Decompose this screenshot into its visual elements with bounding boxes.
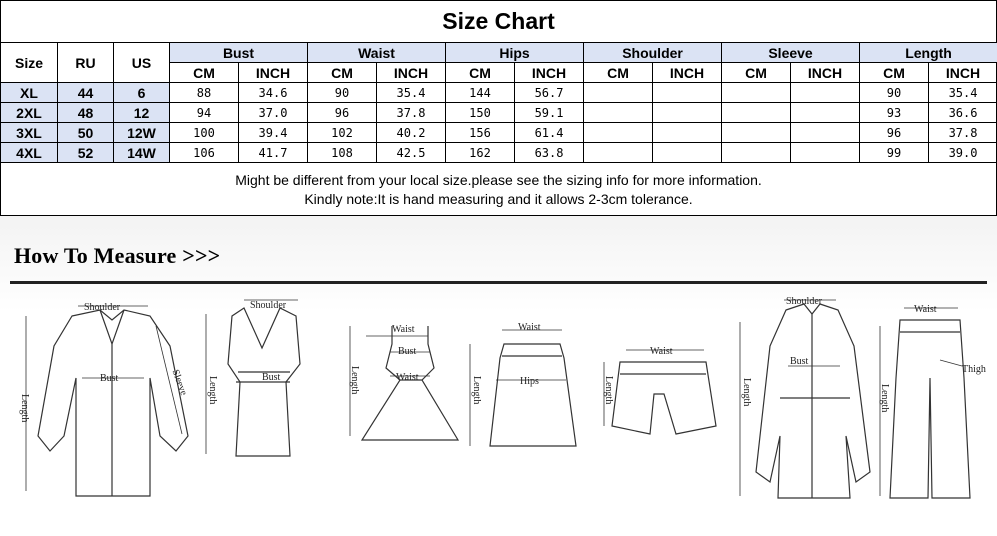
group-header-row — [1, 43, 997, 63]
table-row — [1, 83, 997, 103]
hips-cm: 162 — [446, 143, 515, 163]
bust-inch: 41.7 — [239, 143, 308, 163]
length-inch: 36.6 — [929, 103, 997, 123]
shoulder-inch — [653, 83, 722, 103]
label-shoulder: Shoulder — [786, 296, 823, 307]
shoulder-inch — [653, 143, 722, 163]
waist-inch: 42.5 — [377, 143, 446, 163]
shoulder-cm — [584, 103, 653, 123]
bust-cm: 100 — [170, 123, 239, 143]
table-row — [1, 103, 997, 123]
measure-rule — [10, 281, 987, 284]
us-value: 14W — [114, 143, 170, 163]
measure-heading: How To Measure >>> — [14, 243, 221, 268]
shoulder-inch — [653, 123, 722, 143]
note-line-1: Might be different from your local size.please see the sizing info for more information. — [235, 172, 762, 188]
label-length: Length — [471, 376, 482, 405]
us-value: 6 — [114, 83, 170, 103]
label-bust: Bust — [790, 356, 809, 367]
label-shoulder: Shoulder — [84, 302, 121, 313]
hips-cm: 156 — [446, 123, 515, 143]
unit-cm: CM — [860, 63, 929, 83]
size-table — [0, 42, 997, 163]
header-bust: Bust — [170, 43, 308, 63]
unit-inch: INCH — [239, 63, 308, 83]
size-label: 4XL — [1, 143, 58, 163]
waist-cm: 90 — [308, 83, 377, 103]
header-size: Size — [1, 43, 58, 83]
unit-inch: INCH — [653, 63, 722, 83]
bust-cm: 94 — [170, 103, 239, 123]
sleeve-inch — [791, 103, 860, 123]
label-waist: Waist — [518, 322, 541, 333]
sizing-notes — [0, 171, 997, 209]
table-row — [1, 123, 997, 143]
shoulder-cm — [584, 143, 653, 163]
label-thigh: Thigh — [962, 364, 986, 375]
hips-cm: 150 — [446, 103, 515, 123]
unit-inch: INCH — [377, 63, 446, 83]
bust-inch: 37.0 — [239, 103, 308, 123]
waist-inch: 40.2 — [377, 123, 446, 143]
shoulder-cm — [584, 83, 653, 103]
ru-value: 48 — [58, 103, 114, 123]
label-length: Length — [19, 394, 30, 423]
waist-inch: 35.4 — [377, 83, 446, 103]
unit-inch: INCH — [929, 63, 997, 83]
length-inch: 37.8 — [929, 123, 997, 143]
hips-inch: 59.1 — [515, 103, 584, 123]
us-value: 12W — [114, 123, 170, 143]
bust-cm: 106 — [170, 143, 239, 163]
label-sleeve: Sleeve — [169, 368, 190, 397]
length-cm: 96 — [860, 123, 929, 143]
label-bust: Bust — [100, 373, 119, 384]
ru-value: 52 — [58, 143, 114, 163]
ru-value: 44 — [58, 83, 114, 103]
bust-cm: 88 — [170, 83, 239, 103]
us-value: 12 — [114, 103, 170, 123]
label-length: Length — [207, 376, 218, 405]
pants-diagram — [879, 304, 986, 498]
waist-inch: 37.8 — [377, 103, 446, 123]
header-us: US — [114, 43, 170, 83]
hips-cm: 144 — [446, 83, 515, 103]
header-waist: Waist — [308, 43, 446, 63]
size-label: 3XL — [1, 123, 58, 143]
unit-inch: INCH — [515, 63, 584, 83]
length-cm: 99 — [860, 143, 929, 163]
label-waist: Waist — [914, 304, 937, 315]
size-label: 2XL — [1, 103, 58, 123]
label-bust: Bust — [398, 346, 417, 357]
dress-diagram — [349, 324, 458, 440]
shoulder-inch — [653, 103, 722, 123]
sleeve-inch — [791, 123, 860, 143]
label-waist: Waist — [396, 372, 419, 383]
waist-cm: 108 — [308, 143, 377, 163]
header-length: Length — [860, 43, 997, 63]
table-row — [1, 143, 997, 163]
bust-inch: 34.6 — [239, 83, 308, 103]
waist-cm: 102 — [308, 123, 377, 143]
label-length: Length — [349, 366, 360, 395]
waist-cm: 96 — [308, 103, 377, 123]
sleeve-cm — [722, 83, 791, 103]
header-ru: RU — [58, 43, 114, 83]
hips-inch: 56.7 — [515, 83, 584, 103]
label-shoulder: Shoulder — [250, 300, 287, 311]
sleeve-inch — [791, 83, 860, 103]
note-line-2: Kindly note:It is hand measuring and it allows 2-3cm tolerance. — [304, 191, 693, 207]
unit-cm: CM — [446, 63, 515, 83]
label-hips: Hips — [520, 376, 539, 387]
header-sleeve: Sleeve — [722, 43, 860, 63]
unit-cm: CM — [584, 63, 653, 83]
size-label: XL — [1, 83, 58, 103]
label-waist: Waist — [650, 346, 673, 357]
ru-value: 50 — [58, 123, 114, 143]
length-inch: 35.4 — [929, 83, 997, 103]
vest-diagram — [206, 300, 300, 456]
label-length: Length — [741, 378, 752, 407]
shorts-diagram — [603, 346, 716, 434]
sleeve-inch — [791, 143, 860, 163]
header-hips: Hips — [446, 43, 584, 63]
unit-cm: CM — [722, 63, 791, 83]
length-cm: 93 — [860, 103, 929, 123]
label-waist: Waist — [392, 324, 415, 335]
skirt-diagram — [470, 322, 576, 446]
measure-diagrams — [0, 286, 997, 536]
length-cm: 90 — [860, 83, 929, 103]
sleeve-cm — [722, 123, 791, 143]
length-inch: 39.0 — [929, 143, 997, 163]
header-shoulder: Shoulder — [584, 43, 722, 63]
coat-diagram — [740, 296, 870, 498]
hips-inch: 61.4 — [515, 123, 584, 143]
label-length: Length — [879, 384, 890, 413]
label-length: Length — [603, 376, 614, 405]
sleeve-cm — [722, 143, 791, 163]
blouse-diagram — [19, 302, 189, 496]
unit-inch: INCH — [791, 63, 860, 83]
sleeve-cm — [722, 103, 791, 123]
shoulder-cm — [584, 123, 653, 143]
unit-cm: CM — [308, 63, 377, 83]
hips-inch: 63.8 — [515, 143, 584, 163]
label-bust: Bust — [262, 372, 281, 383]
unit-cm: CM — [170, 63, 239, 83]
page-title: Size Chart — [442, 8, 555, 34]
bust-inch: 39.4 — [239, 123, 308, 143]
